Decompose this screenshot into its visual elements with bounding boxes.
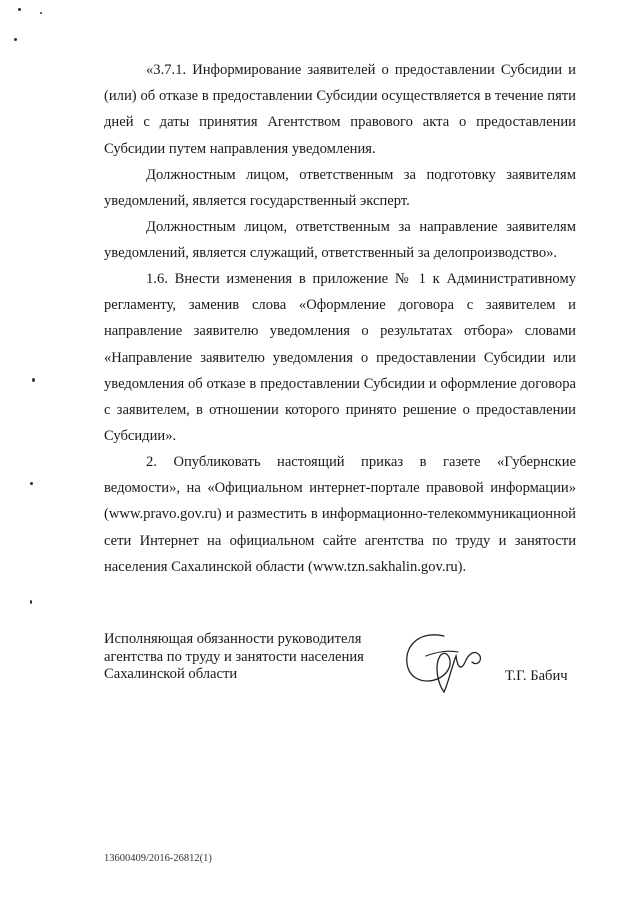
- document-registration-code: 13600409/2016-26812(1): [104, 853, 212, 864]
- scan-speck: [30, 600, 32, 604]
- signatory-position-line: Исполняющая обязанности руководителя: [104, 631, 362, 647]
- paragraph-1-6: 1.6. Внести изменения в приложение № 1 к Административному регламенту, заменив слова «Оформление договора с заявителем и направление заявителю уведомления о результатах отбора» словами «Направление заявителю уведомления о предоставлении Субсидии или уведомления об отказе в предоставлении Субсидии и оформление договора с заявителем, в отношении которого принято решение о предоставлении Субсидии».: [104, 271, 576, 445]
- signatory-position: [104, 631, 404, 684]
- scan-speck: [32, 378, 35, 382]
- scan-speck: [18, 8, 21, 11]
- signatory-position-line: агентства по труду и занятости населения: [104, 648, 364, 665]
- paragraph-2-publish: 2. Опубликовать настоящий приказ в газете «Губернские ведомости», на «Официальном интернет-портале правовой информации» (www.pravo.gov.ru) и разместить в информационно-телекоммуникационной сети Интернет на официальном сайте агентства по труду и занятости населения Сахалинской области (www.tzn.sakhalin.gov.ru).: [104, 454, 576, 575]
- paragraph-preparer: Должностным лицом, ответственным за подготовку заявителям уведомлений, является государственный эксперт.: [104, 167, 576, 210]
- handwritten-signature: [396, 626, 496, 696]
- scan-speck: [40, 12, 42, 14]
- signatory-name: Т.Г. Бабич: [505, 668, 568, 684]
- scan-speck: [30, 482, 33, 485]
- paragraph-sender: Должностным лицом, ответственным за направление заявителям уведомлений, является служащий, ответственный за делопроизводство».: [104, 219, 576, 262]
- paragraph-3-7-1: «3.7.1. Информирование заявителей о предоставлении Субсидии и (или) об отказе в предоставлении Субсидии осуществляется в течение пяти дней с даты принятия Агентством правового акта о предоставлении Субсидии путем направления уведомления.: [104, 62, 576, 157]
- signatory-position-line: Сахалинской области: [104, 666, 238, 682]
- scan-speck: [14, 38, 17, 41]
